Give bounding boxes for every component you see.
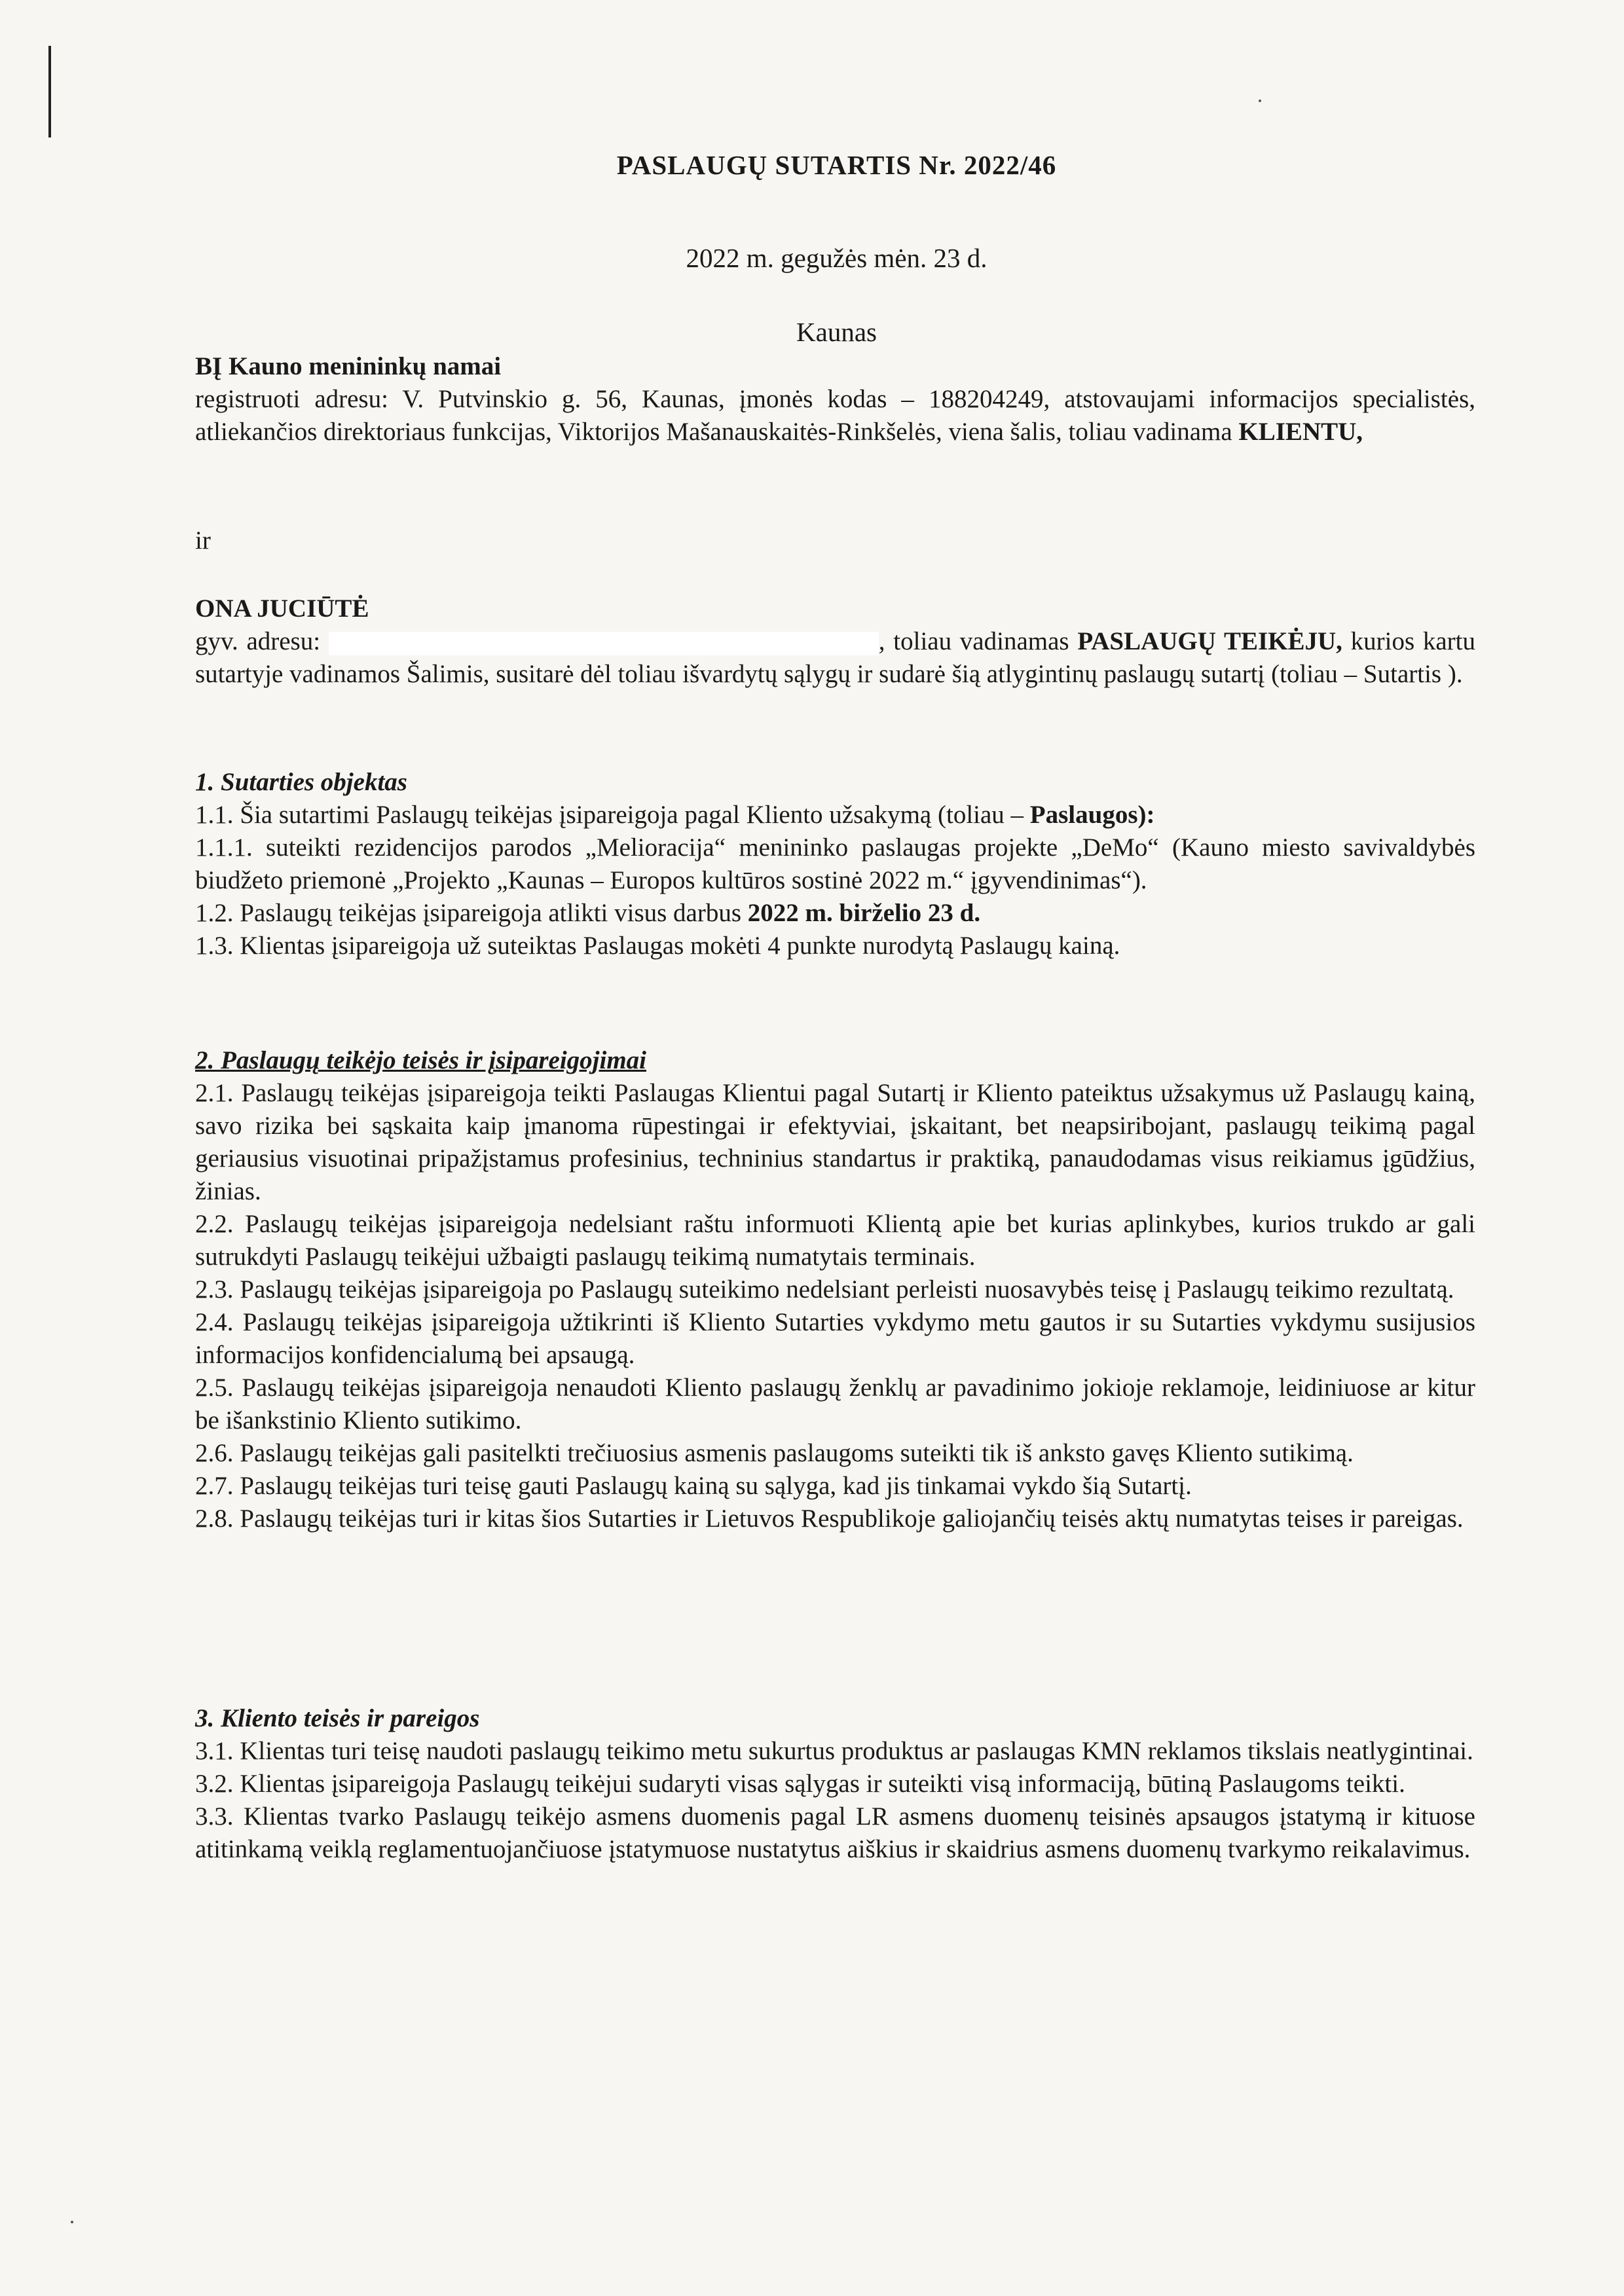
section-3 [195, 1702, 1475, 1866]
client-name: BĮ Kauno menininkų namai [195, 352, 502, 380]
clause-2-1: 2.1. Paslaugų teikėjas įsipareigoja teikti Paslaugas Klientui pagal Sutartį ir Kliento pateiktus užsakymus už Paslaugų kainą, savo rizika bei sąskaita kaip įmanoma rūpestingai ir efektyviai, įskaitant, bet neapsiribojant, paslaugų teikimą pagal geriausius visuotinai pripažįstamus profesinius, techninius standartus ir praktiką, panaudodamas visus reikiamus įgūdžius, žinias. [195, 1079, 1475, 1205]
contract-city: Kaunas [796, 317, 877, 347]
scan-margin-mark [48, 46, 51, 137]
section-2 [195, 1044, 1475, 1535]
clause-2-8: 2.8. Paslaugų teikėjas turi ir kitas šios Sutarties ir Lietuvos Respublikoje galiojančių teisės aktų numatytas teises ir pareigas. [195, 1504, 1464, 1533]
provider-address-label: gyv. adresu: [195, 627, 321, 655]
clause-1-1-1: 1.1.1. suteikti rezidencijos parodos „Melioracija“ menininko paslaugas projekte „DeMo“ (Kauno miesto savivaldybės biudžeto priemonė „Projekto „Kaunas – Europos kultūros sostinė 2022 m.“ įgyvendinimas“). [195, 833, 1475, 894]
client-details: registruoti adresu: V. Putvinskio g. 56, Kaunas, įmonės kodas – 188204249, atstovaujami informacijos specialistės, atliekančios direktoriaus funkcijas, Viktorijos Mašanauskaitės-Rinkšelės, viena šalis, toliau vadinama [195, 385, 1475, 446]
section-3-title: 3. Kliento teisės ir pareigos [195, 1704, 480, 1732]
section-1-title: 1. Sutarties objektas [195, 768, 407, 796]
provider-party-block [195, 592, 1475, 691]
contract-title: PASLAUGŲ SUTARTIS Nr. 2022/46 [616, 150, 1057, 180]
clause-2-2: 2.2. Paslaugų teikėjas įsipareigoja nedelsiant raštu informuoti Klientą apie bet kurias aplinkybes, kurios trukdo ar gali sutrukdyti Paslaugų teikėjui užbaigti paslaugų teikimą numatytais terminais. [195, 1210, 1475, 1271]
clause-1-1-term: Paslaugos): [1029, 801, 1155, 829]
clause-2-3: 2.3. Paslaugų teikėjas įsipareigoja po Paslaugų suteikimo nedelsiant perleisti nuosavybės teisę į Paslaugų teikimo rezultatą. [195, 1275, 1454, 1303]
clause-2-5: 2.5. Paslaugų teikėjas įsipareigoja nenaudoti Kliento paslaugų ženklų ar pavadinimo jokioje reklamoje, leidiniuose ar kitur be išankstinio Kliento sutikimo. [195, 1374, 1475, 1434]
conjunction [195, 524, 1475, 557]
scan-speck [71, 2221, 73, 2223]
clause-2-4: 2.4. Paslaugų teikėjas įsipareigoja užtikrinti iš Kliento Sutarties vykdymo metu gautos ir su Sutarties vykdymu susijusios informacijos konfidencialumą bei apsaugą. [195, 1308, 1475, 1369]
clause-1-2-date: 2022 m. birželio 23 d. [747, 899, 981, 927]
section-2-title: 2. Paslaugų teikėjo teisės ir įsipareigojimai [195, 1046, 647, 1074]
clause-3-1: 3.1. Klientas turi teisę naudoti paslaugų teikimo metu sukurtus produktus ar paslaugas KMN reklamos tikslais neatlygintinai. [195, 1737, 1473, 1765]
clause-1-1: 1.1. Šia sutartimi Paslaugų teikėjas įsipareigoja pagal Kliento užsakymą (toliau – [195, 801, 1030, 829]
clause-2-6: 2.6. Paslaugų teikėjas gali pasitelkti trečiuosius asmenis paslaugoms suteikti tik iš anksto gavęs Kliento sutikimą. [195, 1439, 1354, 1467]
provider-name: ONA JUCIŪTĖ [195, 594, 369, 623]
clause-1-3: 1.3. Klientas įsipareigoja už suteiktas Paslaugas mokėti 4 punkte nurodytą Paslaugų kainą. [195, 932, 1120, 960]
clause-3-2: 3.2. Klientas įsipareigoja Paslaugų teikėjui sudaryti visas sąlygas ir suteikti visą informaciją, būtiną Paslaugoms teikti. [195, 1770, 1405, 1798]
client-party-block [195, 350, 1475, 448]
section-1 [195, 766, 1475, 962]
provider-details: , toliau vadinamas [878, 627, 1078, 655]
scan-speck [1259, 100, 1261, 102]
clause-3-3: 3.3. Klientas tvarko Paslaugų teikėjo asmens duomenis pagal LR asmens duomenų teisinės apsaugos įstatymą ir kituose atitinkamą veiklą reglamentuojančiuose įstatymuose nustatytus aiškius ir skaidrius asmens duomenų tvarkymo reikalavimus. [195, 1802, 1475, 1863]
provider-role: PASLAUGŲ TEIKĖJU, [1077, 627, 1342, 655]
client-role: KLIENTU, [1238, 418, 1363, 446]
conjunction-text: ir [195, 526, 211, 555]
contract-date: 2022 m. gegužės mėn. 23 d. [686, 243, 987, 273]
redacted-address [329, 632, 879, 655]
provider-details-2: kurios kartu sutartyje vadinamos Šalimis, susitarė dėl toliau išvardytų sąlygų ir sudarė šią atlygintinų paslaugų sutartį (toliau – Sutartis ). [195, 627, 1475, 688]
clause-2-7: 2.7. Paslaugų teikėjas turi teisę gauti Paslaugų kainą su sąlyga, kad jis tinkamai vykdo šią Sutartį. [195, 1472, 1192, 1500]
clause-1-2: 1.2. Paslaugų teikėjas įsipareigoja atlikti visus darbus [195, 899, 748, 927]
